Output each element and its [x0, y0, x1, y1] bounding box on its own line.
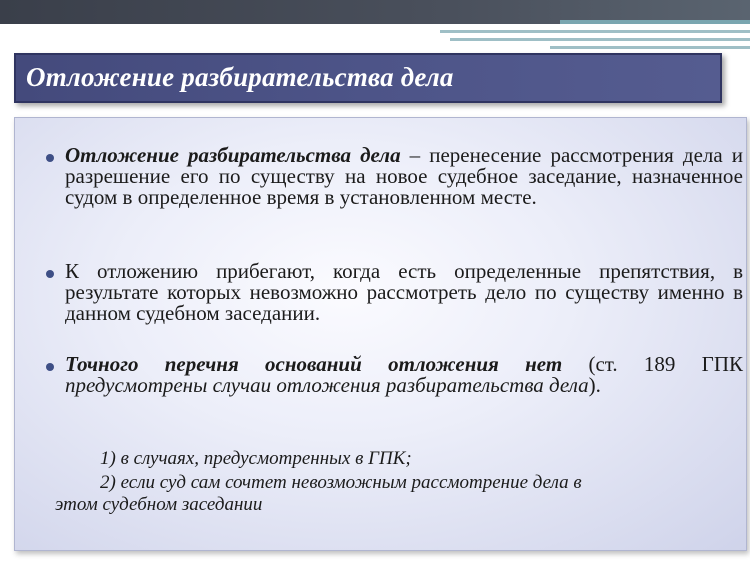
definition-text: – перенесение рассмотрения дела и разрешение его по существу на новое судебное заседание, назначенное судом в определенное время в установленном месте. [65, 143, 744, 209]
decorative-line [550, 46, 750, 49]
grounds-paragraph [65, 354, 743, 396]
grounds-term: Точного перечня оснований отложения нет [65, 352, 563, 376]
subitem-2: 2) если суд сам сочтет невозможным рассмотрение дела в [100, 472, 582, 493]
grounds-text-italic: предусмотрены случаи отложения разбирательства дела [65, 373, 589, 397]
slide-title-bar [14, 53, 722, 103]
decorative-line [450, 38, 750, 41]
subitem-1: 1) в случаях, предусмотренных в ГПК; [100, 448, 412, 469]
subitem-2-continued: этом судебном заседании [55, 494, 263, 515]
content-panel [14, 117, 747, 551]
bullet-icon [46, 154, 54, 162]
decorative-line [440, 30, 750, 33]
reason-paragraph [65, 261, 743, 324]
reason-text: К отложению прибегают, когда есть определенные препятствия, в результате которых невозможно рассмотреть дело по существу именно в данном судебном заседании. [65, 259, 743, 325]
decorative-lines [440, 24, 750, 54]
grounds-text-a: (ст. 189 ГПК [562, 352, 743, 376]
bullet-icon [46, 363, 54, 371]
definition-term: Отложение разбирательства дела [65, 143, 401, 167]
bullet-icon [46, 270, 54, 278]
grounds-text-b: ). [588, 373, 601, 397]
definition-paragraph [65, 145, 743, 208]
slide-title: Отложение разбирательства дела [26, 62, 454, 92]
